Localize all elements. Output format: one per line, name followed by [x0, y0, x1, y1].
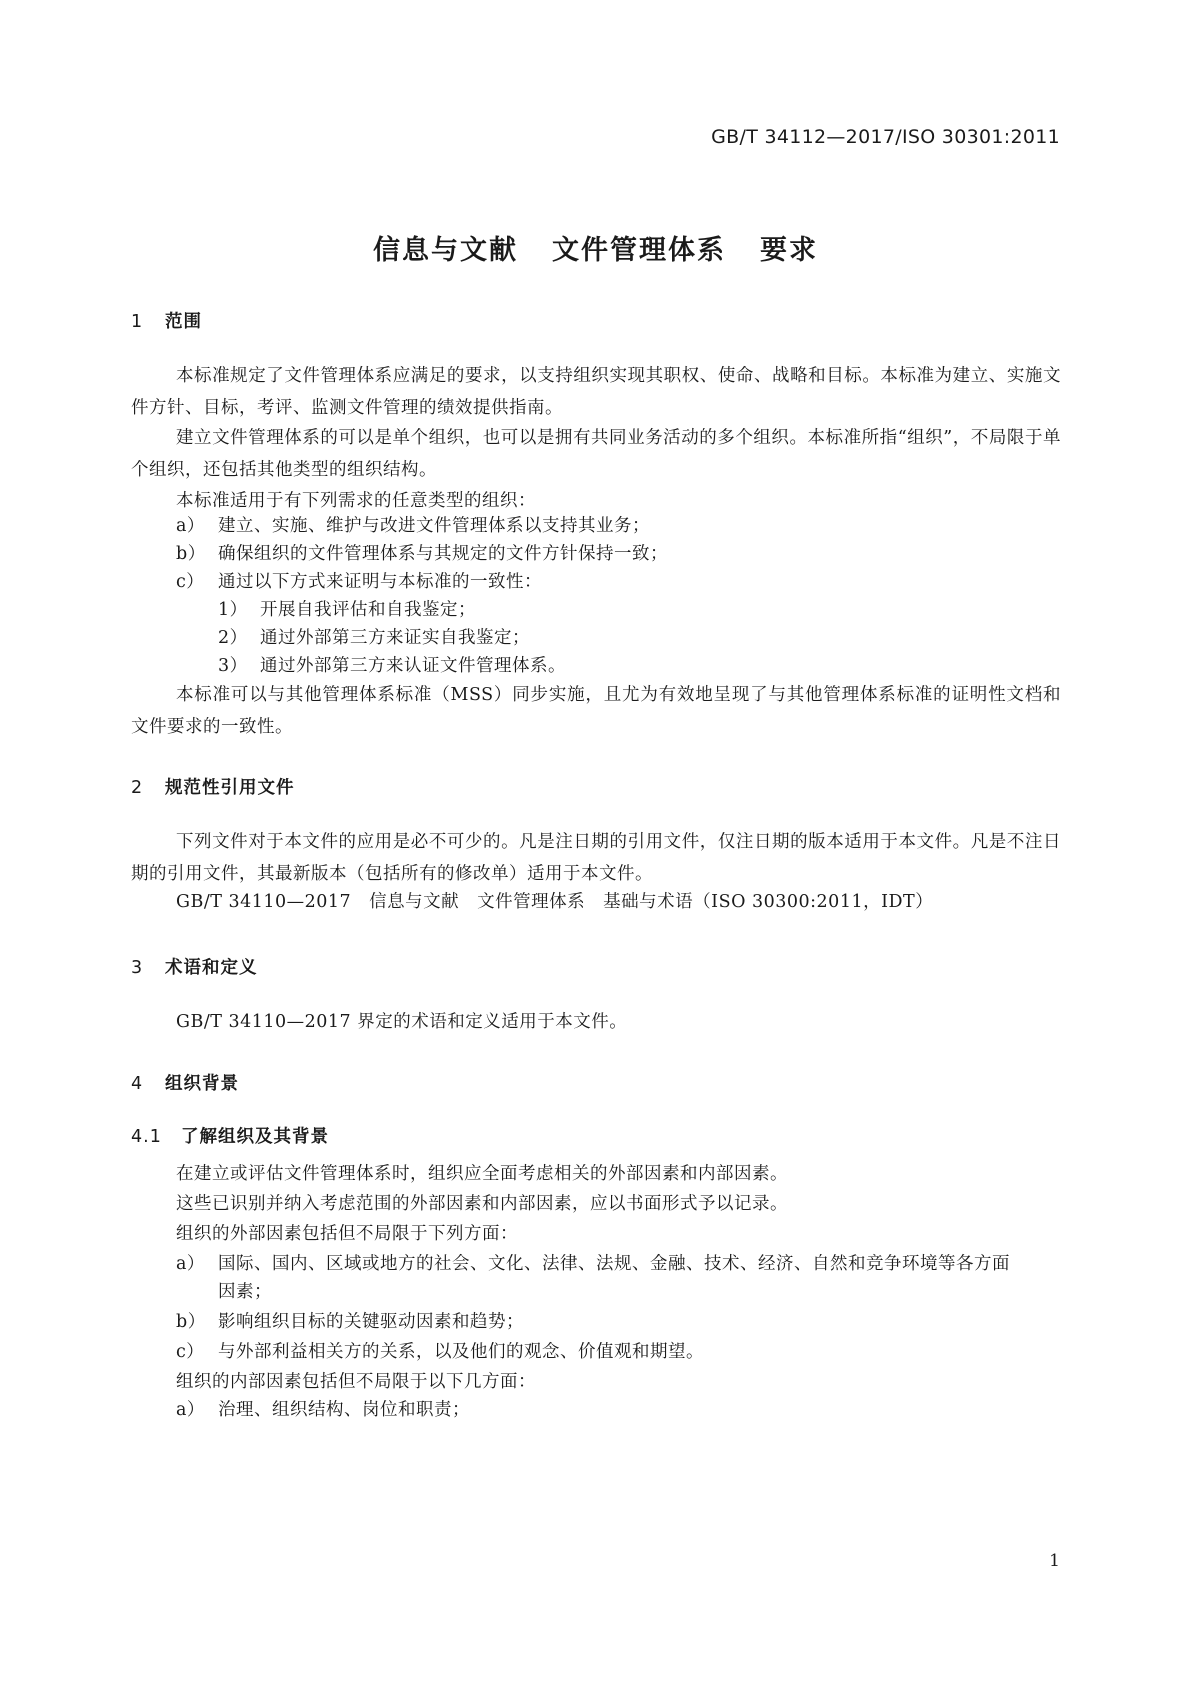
list-text: 影响组织目标的关键驱动因素和趋势； — [218, 1312, 524, 1332]
paragraph: 下列文件对于本文件的应用是必不可少的。凡是注日期的引用文件，仅注日期的版本适用于本文件。凡是不注日期的引用文件，其最新版本（包括所有的修改单）适用于本文件。 — [131, 832, 1061, 884]
subsection-4-1-heading — [131, 1123, 329, 1148]
standard-code: GB/T 34112—2017/ISO 30301:2011 — [711, 126, 1060, 148]
list-marker: 2） — [218, 628, 248, 648]
sub-list-item — [218, 650, 566, 682]
list-marker: 3） — [218, 656, 248, 676]
title-part-3: 要求 — [760, 235, 818, 266]
section-1-heading — [131, 308, 202, 333]
list-text: 通过外部第三方来证实自我鉴定； — [260, 628, 530, 648]
paragraph: 本标准可以与其他管理体系标准（MSS）同步实施，且尤为有效地呈现了与其他管理体系标准的证明性文档和文件要求的一致性。 — [131, 685, 1061, 737]
section-title: 规范性引用文件 — [165, 778, 295, 798]
list-item — [176, 1306, 1061, 1338]
paragraph: 在建立或评估文件管理体系时，组织应全面考虑相关的外部因素和内部因素。 — [176, 1164, 788, 1184]
paragraph: 建立文件管理体系的可以是单个组织，也可以是拥有共同业务活动的多个组织。本标准所指“组织”，不局限于单个组织，还包括其他类型的组织结构。 — [131, 428, 1061, 480]
list-text: 与外部利益相关方的关系，以及他们的观念、价值观和期望。 — [218, 1342, 704, 1362]
page-title — [0, 228, 1191, 267]
list-text: 确保组织的文件管理体系与其规定的文件方针保持一致； — [218, 544, 668, 564]
list-text: 建立、实施、维护与改进文件管理体系以支持其业务； — [218, 516, 650, 536]
list-item — [176, 1394, 1061, 1426]
section-number: 4 — [131, 1074, 144, 1094]
list-marker: a） — [176, 1254, 205, 1274]
paragraph: 本标准适用于有下列需求的任意类型的组织： — [176, 491, 536, 511]
paragraph: 本标准规定了文件管理体系应满足的要求，以支持组织实现其职权、使命、战略和目标。本标准为建立、实施文件方针、目标，考评、监测文件管理的绩效提供指南。 — [131, 366, 1061, 418]
section-title: 范围 — [165, 312, 202, 332]
list-text: 治理、组织结构、岗位和职责； — [218, 1400, 470, 1420]
subsection-number: 4.1 — [131, 1127, 162, 1147]
list-item — [176, 1248, 1061, 1280]
list-text: 国际、国内、区域或地方的社会、文化、法律、法规、金融、技术、经济、自然和竞争环境等各方面 — [218, 1254, 1010, 1274]
section-title: 组织背景 — [165, 1074, 239, 1094]
paragraph: 组织的内部因素包括但不局限于以下几方面： — [176, 1372, 536, 1392]
section-number: 1 — [131, 312, 144, 332]
list-marker: c） — [176, 1342, 205, 1362]
list-item-continuation: 因素； — [218, 1282, 272, 1302]
section-4-heading — [131, 1070, 239, 1095]
list-marker: a） — [176, 1400, 205, 1420]
title-part-2: 文件管理体系 — [552, 235, 726, 266]
section-number: 3 — [131, 958, 144, 978]
section-2-heading — [131, 774, 295, 799]
reference-entry: GB/T 34110—2017 信息与文献 文件管理体系 基础与术语（ISO 30300:2011，IDT） — [176, 892, 934, 912]
title-part-1: 信息与文献 — [373, 235, 518, 266]
section-number: 2 — [131, 778, 144, 798]
paragraph: GB/T 34110—2017 界定的术语和定义适用于本文件。 — [176, 1012, 628, 1032]
section-3-heading — [131, 954, 258, 979]
section-title: 术语和定义 — [165, 958, 258, 978]
list-marker: b） — [176, 544, 206, 564]
page-number: 1 — [1049, 1551, 1060, 1571]
list-marker: b） — [176, 1312, 206, 1332]
list-item — [176, 1336, 1061, 1368]
list-marker: a） — [176, 516, 205, 536]
subsection-title: 了解组织及其背景 — [181, 1127, 329, 1147]
list-text: 通过以下方式来证明与本标准的一致性： — [218, 572, 542, 592]
list-marker: c） — [176, 572, 205, 592]
list-marker: 1） — [218, 600, 248, 620]
paragraph: 这些已识别并纳入考虑范围的外部因素和内部因素，应以书面形式予以记录。 — [176, 1194, 788, 1214]
paragraph: 组织的外部因素包括但不局限于下列方面： — [176, 1224, 518, 1244]
list-text: 通过外部第三方来认证文件管理体系。 — [260, 656, 566, 676]
list-text: 开展自我评估和自我鉴定； — [260, 600, 476, 620]
